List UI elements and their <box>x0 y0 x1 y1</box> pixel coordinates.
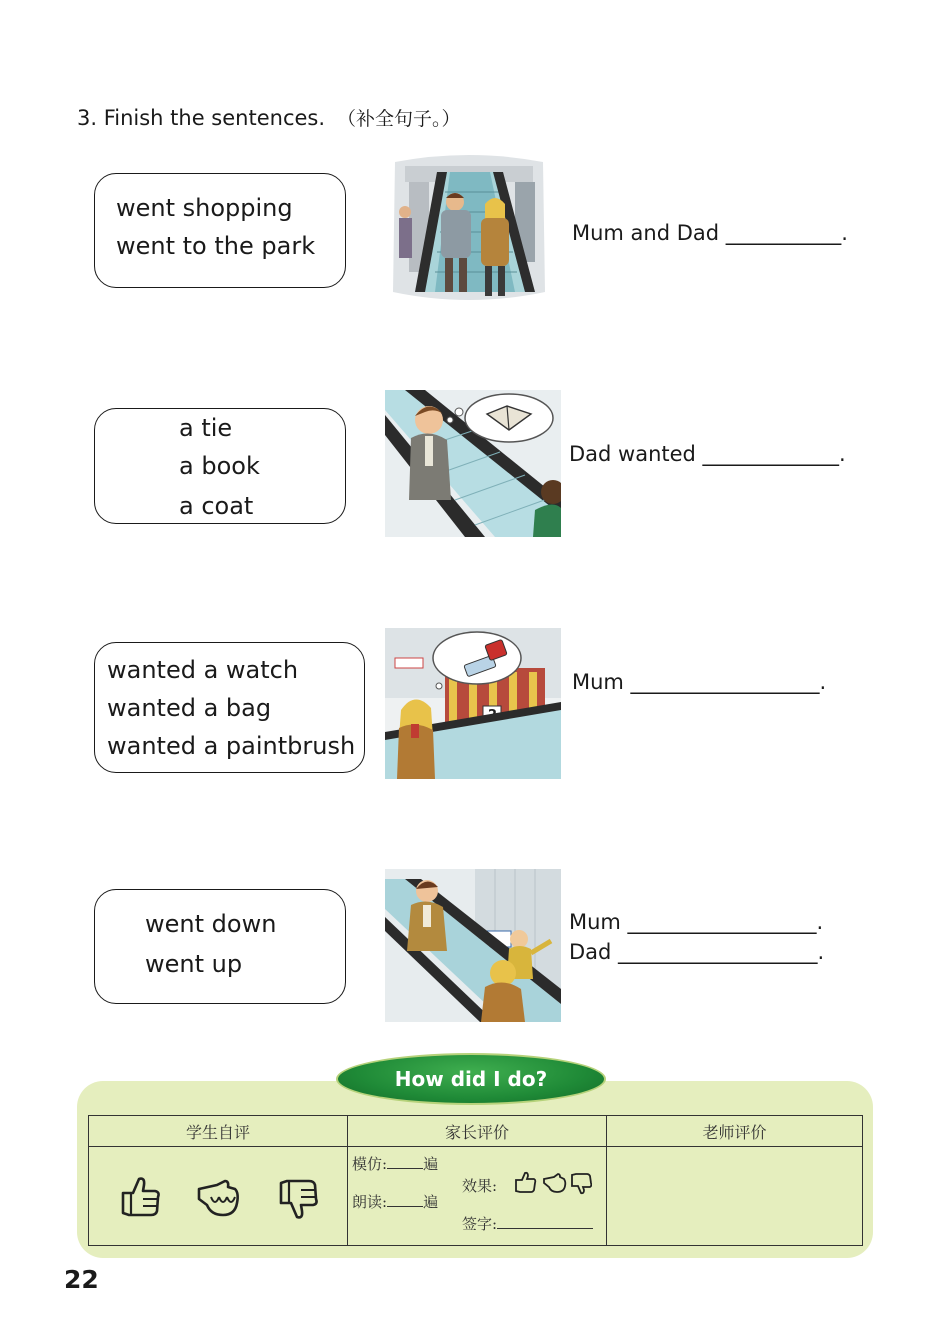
signature-row <box>462 1213 593 1234</box>
options-box-4 <box>94 889 346 1004</box>
options-box-3 <box>94 642 365 773</box>
rating-hands-icon[interactable] <box>514 1171 592 1195</box>
escalator-picture-1 <box>385 152 553 304</box>
option[interactable]: a coat <box>179 492 254 520</box>
read-aloud-times: 遍 <box>423 1193 439 1211</box>
option[interactable]: a book <box>179 452 260 480</box>
read-aloud-row <box>352 1191 438 1212</box>
options-box-1 <box>94 173 346 288</box>
thumbs-sideways-icon[interactable] <box>195 1175 241 1219</box>
escalator-picture-2 <box>385 390 561 537</box>
option[interactable]: wanted a watch <box>107 656 299 684</box>
effect-row <box>462 1175 497 1196</box>
imitate-times: 遍 <box>423 1155 439 1173</box>
sentence-2: Dad wanted _____________. <box>569 442 846 466</box>
parent-assessment-cell <box>348 1147 606 1245</box>
sentence-4a: Mum __________________. <box>569 910 824 934</box>
instruction-cn: （补全句子。） <box>337 108 461 130</box>
self-assessment-cell <box>89 1147 347 1245</box>
option[interactable]: wanted a bag <box>107 694 272 722</box>
sentence-3: Mum __________________. <box>572 670 827 694</box>
effect-label: 效果: <box>462 1177 498 1195</box>
evaluation-table <box>88 1115 863 1246</box>
imitate-label: 模仿: <box>352 1155 388 1173</box>
header-teacher: 老师评价 <box>607 1116 863 1147</box>
instruction-text: 3. Finish the sentences. <box>77 106 326 130</box>
option[interactable]: went up <box>145 950 243 978</box>
signature-label: 签字: <box>462 1215 498 1233</box>
option[interactable]: went shopping <box>116 194 293 222</box>
sentence-4b: Dad ___________________. <box>569 940 825 964</box>
page-number: 22 <box>64 1265 99 1294</box>
imitate-row <box>352 1153 438 1174</box>
option[interactable]: went down <box>145 910 277 938</box>
how-did-i-do-badge: How did I do? <box>336 1053 606 1105</box>
header-student: 学生自评 <box>89 1116 348 1147</box>
teacher-assessment-cell[interactable] <box>607 1147 862 1245</box>
sentence-1: Mum and Dad ___________. <box>572 221 848 245</box>
thumbs-down-icon[interactable] <box>275 1177 321 1221</box>
escalator-picture-3 <box>385 628 561 779</box>
read-aloud-label: 朗读: <box>352 1193 388 1211</box>
option[interactable]: a tie <box>179 414 233 442</box>
thumbs-up-icon[interactable] <box>117 1175 163 1219</box>
escalator-picture-4 <box>385 869 561 1022</box>
option[interactable]: went to the park <box>116 232 316 260</box>
imitate-blank[interactable] <box>387 1168 423 1169</box>
option[interactable]: wanted a paintbrush <box>107 732 356 760</box>
signature-blank[interactable] <box>497 1228 593 1229</box>
read-aloud-blank[interactable] <box>387 1206 423 1207</box>
options-box-2 <box>94 408 346 524</box>
instruction <box>77 104 461 131</box>
header-parent: 家长评价 <box>348 1116 607 1147</box>
